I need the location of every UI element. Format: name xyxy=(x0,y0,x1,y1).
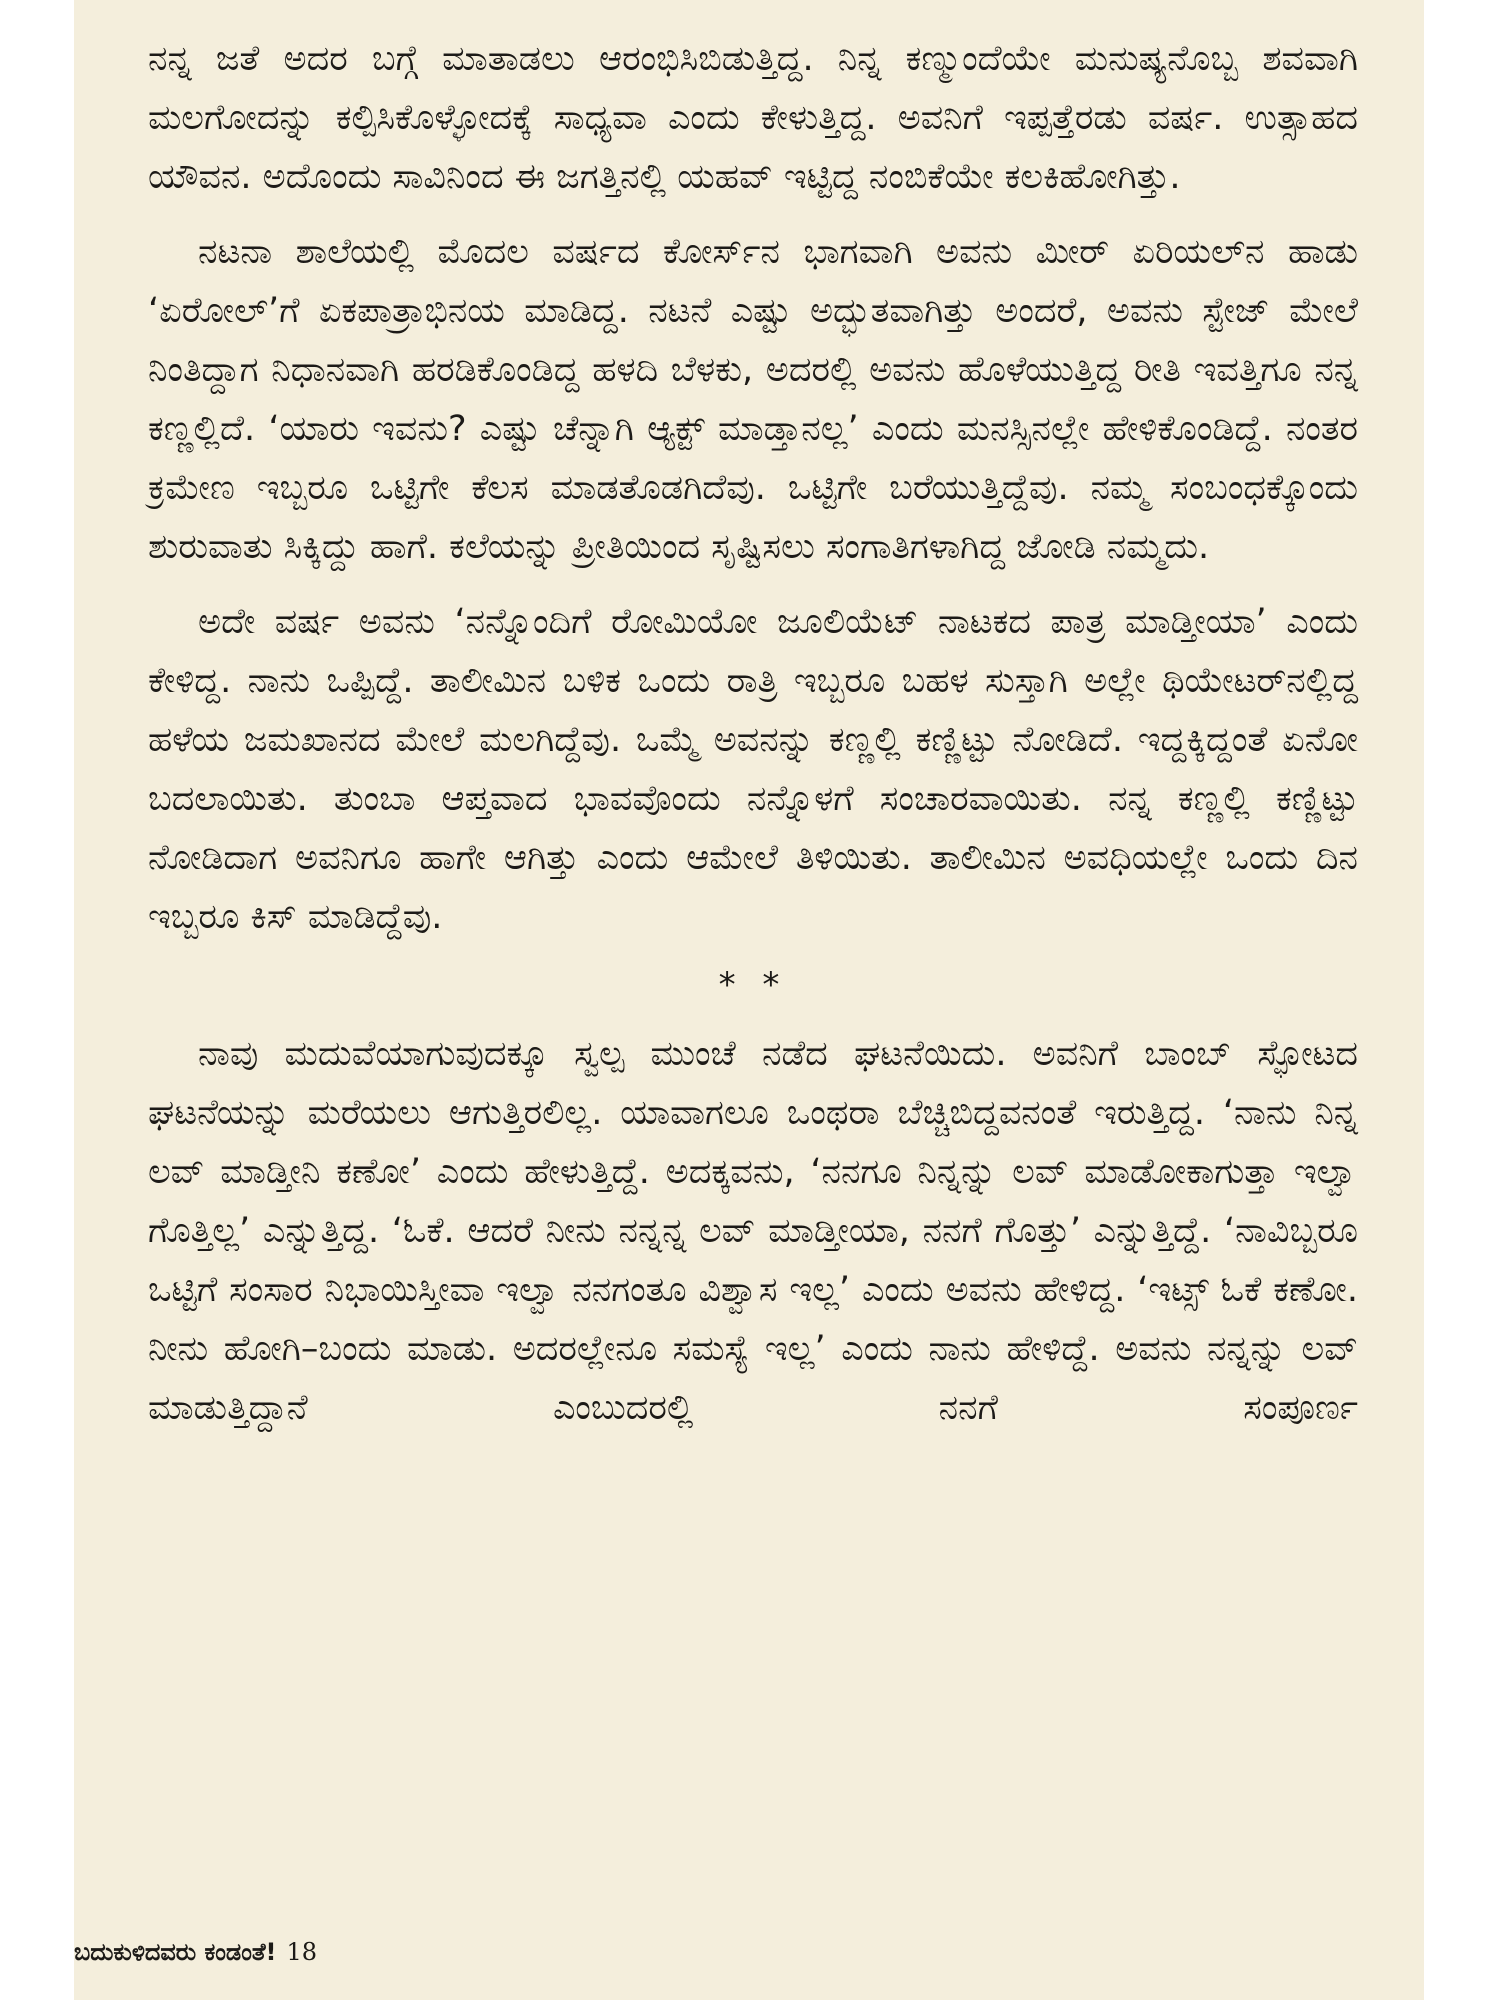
book-title: ಬದುಕುಳಿದವರು ಕಂಡಂತೆ! xyxy=(74,1938,277,1966)
book-page xyxy=(74,0,1424,2000)
paragraph-2: ನಟನಾ ಶಾಲೆಯಲ್ಲಿ ಮೊದಲ ವರ್ಷದ ಕೋರ್ಸ್‌ನ ಭಾಗವಾಗಿ ಅವನು ಮೀರ್ ಏರಿಯಲ್‌ನ ಹಾಡು ‘ಏರೋಲ್’ಗೆ ಏಕಪಾತ್ರಾಭಿನಯ ಮಾಡಿದ್ದ. ನಟನೆ ಎಷ್ಟು ಅದ್ಭುತವಾಗಿತ್ತು ಅಂದರೆ, ಅವನು ಸ್ಟೇಜ್ ಮೇಲೆ ನಿಂತಿದ್ದಾಗ ನಿಧಾನವಾಗಿ ಹರಡಿಕೊಂಡಿದ್ದ ಹಳದಿ ಬೆಳಕು, ಅದರಲ್ಲಿ ಅವನು ಹೊಳೆಯುತ್ತಿದ್ದ ರೀತಿ ಇವತ್ತಿಗೂ ನನ್ನ ಕಣ್ಣಲ್ಲಿದೆ. ‘ಯಾರು ಇವನು? ಎಷ್ಟು ಚೆನ್ನಾಗಿ ಆ್ಯಕ್ಟ್ ಮಾಡ್ತಾನಲ್ಲ’ ಎಂದು ಮನಸ್ಸಿನಲ್ಲೇ ಹೇಳಿಕೊಂಡಿದ್ದೆ. ನಂತರ ಕ್ರಮೇಣ ಇಬ್ಬರೂ ಒಟ್ಟಿಗೇ ಕೆಲಸ ಮಾಡತೊಡಗಿದೆವು. ಒಟ್ಟಿಗೇ ಬರೆಯುತ್ತಿದ್ದೆವು. ನಮ್ಮ ಸಂಬಂಧಕ್ಕೊಂದು ಶುರುವಾತು ಸಿಕ್ಕಿದ್ದು ಹಾಗೆ. ಕಲೆಯನ್ನು ಪ್ರೀತಿಯಿಂದ ಸೃಷ್ಟಿಸಲು ಸಂಗಾತಿಗಳಾಗಿದ್ದ ಜೋಡಿ ನಮ್ಮದು. xyxy=(148,232,1358,567)
body-text xyxy=(148,30,1358,1454)
paragraph-3: ಅದೇ ವರ್ಷ ಅವನು ‘ನನ್ನೊಂದಿಗೆ ರೋಮಿಯೋ ಜೂಲಿಯೆಟ್ ನಾಟಕದ ಪಾತ್ರ ಮಾಡ್ತೀಯಾ’ ಎಂದು ಕೇಳಿದ್ದ. ನಾನು ಒಪ್ಪಿದ್ದೆ. ತಾಲೀಮಿನ ಬಳಿಕ ಒಂದು ರಾತ್ರಿ ಇಬ್ಬರೂ ಬಹಳ ಸುಸ್ತಾಗಿ ಅಲ್ಲೇ ಥಿಯೇಟರ್‌ನಲ್ಲಿದ್ದ ಹಳೆಯ ಜಮಖಾನದ ಮೇಲೆ ಮಲಗಿದ್ದೆವು. ಒಮ್ಮೆ ಅವನನ್ನು ಕಣ್ಣಲ್ಲಿ ಕಣ್ಣಿಟ್ಟು ನೋಡಿದೆ. ಇದ್ದಕ್ಕಿದ್ದಂತೆ ಏನೋ ಬದಲಾಯಿತು. ತುಂಬಾ ಆಪ್ತವಾದ ಭಾವವೊಂದು ನನ್ನೊಳಗೆ ಸಂಚಾರವಾಯಿತು. ನನ್ನ ಕಣ್ಣಲ್ಲಿ ಕಣ್ಣಿಟ್ಟು ನೋಡಿದಾಗ ಅವನಿಗೂ ಹಾಗೇ ಆಗಿತ್ತು ಎಂದು ಆಮೇಲೆ ತಿಳಿಯಿತು. ತಾಲೀಮಿನ ಅವಧಿಯಲ್ಲೇ ಒಂದು ದಿನ ಇಬ್ಬರೂ ಕಿಸ್ ಮಾಡಿದ್ದೆವು. xyxy=(148,602,1358,937)
page-footer xyxy=(74,1938,317,1966)
page-number: 18 xyxy=(286,1938,318,1966)
paragraph-1: ನನ್ನ ಜತೆ ಅದರ ಬಗ್ಗೆ ಮಾತಾಡಲು ಆರಂಭಿಸಿಬಿಡುತ್ತಿದ್ದ. ನಿನ್ನ ಕಣ್ಮುಂದೆಯೇ ಮನುಷ್ಯನೊಬ್ಬ ಶವವಾಗಿ ಮಲಗೋದನ್ನು ಕಲ್ಪಿಸಿಕೊಳ್ಳೋದಕ್ಕೆ ಸಾಧ್ಯವಾ ಎಂದು ಕೇಳುತ್ತಿದ್ದ. ಅವನಿಗೆ ಇಪ್ಪತ್ತೆರಡು ವರ್ಷ. ಉತ್ಸಾಹದ ಯೌವನ. ಅದೊಂದು ಸಾವಿನಿಂದ ಈ ಜಗತ್ತಿನಲ್ಲಿ ಯಹವ್ ಇಟ್ಟಿದ್ದ ನಂಬಿಕೆಯೇ ಕಲಕಿಹೋಗಿತ್ತು. xyxy=(148,39,1358,197)
scene-break: * * xyxy=(718,965,788,1005)
paragraph-4: ನಾವು ಮದುವೆಯಾಗುವುದಕ್ಕೂ ಸ್ವಲ್ಪ ಮುಂಚೆ ನಡೆದ ಘಟನೆಯಿದು. ಅವನಿಗೆ ಬಾಂಬ್ ಸ್ಫೋಟದ ಘಟನೆಯನ್ನು ಮರೆಯಲು ಆಗುತ್ತಿರಲಿಲ್ಲ. ಯಾವಾಗಲೂ ಒಂಥರಾ ಬೆಚ್ಚಿಬಿದ್ದವನಂತೆ ಇರುತ್ತಿದ್ದ. ‘ನಾನು ನಿನ್ನ ಲವ್ ಮಾಡ್ತೀನಿ ಕಣೋ’ ಎಂದು ಹೇಳುತ್ತಿದ್ದೆ. ಅದಕ್ಕವನು, ‘ನನಗೂ ನಿನ್ನನ್ನು ಲವ್ ಮಾಡೋಕಾಗುತ್ತಾ ಇಲ್ವಾ ಗೊತ್ತಿಲ್ಲ’ ಎನ್ನುತ್ತಿದ್ದ. ‘ಓಕೆ. ಆದರೆ ನೀನು ನನ್ನನ್ನ ಲವ್ ಮಾಡ್ತೀಯಾ, ನನಗೆ ಗೊತ್ತು’ ಎನ್ನುತ್ತಿದ್ದೆ. ‘ನಾವಿಬ್ಬರೂ ಒಟ್ಟಿಗೆ ಸಂಸಾರ ನಿಭಾಯಿಸ್ತೀವಾ ಇಲ್ವಾ ನನಗಂತೂ ವಿಶ್ವಾಸ ಇಲ್ಲ’ ಎಂದು ಅವನು ಹೇಳಿದ್ದ. ‘ಇಟ್ಸ್ ಓಕೆ ಕಣೋ. ನೀನು ಹೋಗಿ–ಬಂದು ಮಾಡು. ಅದರಲ್ಲೇನೂ ಸಮಸ್ಯೆ ಇಲ್ಲ’ ಎಂದು ನಾನು ಹೇಳಿದ್ದೆ. ಅವನು ನನ್ನನ್ನು ಲವ್ ಮಾಡುತ್ತಿದ್ದಾನೆ ಎಂಬುದರಲ್ಲಿ ನನಗೆ ಸಂಪೂರ್ಣ xyxy=(148,1034,1358,1428)
